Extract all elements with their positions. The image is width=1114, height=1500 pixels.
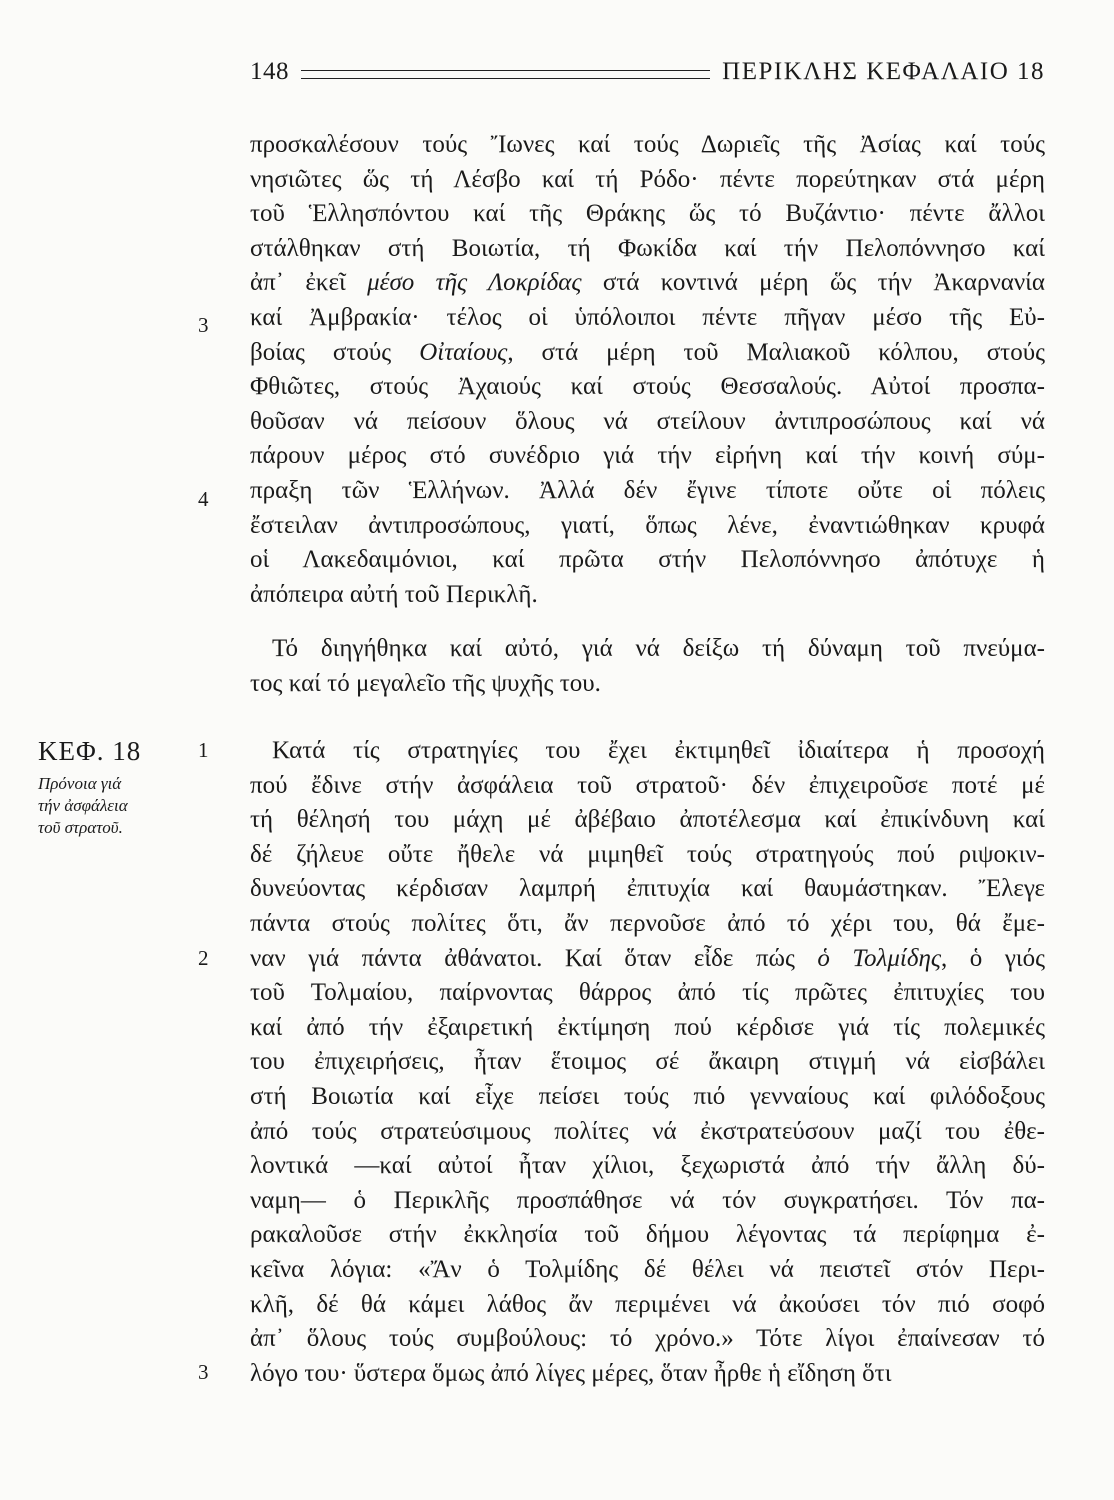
text-line: πού ἔδινε στήν ἀσφάλεια τοῦ στρατοῦ· δέν ἐπιχειροῦσε ποτέ μέ — [250, 771, 1045, 799]
page-number: 148 — [250, 58, 289, 85]
section-number: 4 — [198, 487, 209, 511]
section-number: 2 — [198, 946, 209, 970]
running-head: ΠΕΡΙΚΛΗΣ ΚΕΦΑΛΑΙΟ 18 — [722, 58, 1045, 85]
section-number: 3 — [198, 313, 209, 337]
chapter-label: ΚΕΦ. 18 — [38, 736, 142, 766]
text-line: πραξη τῶν Ἑλλήνων. Ἀλλά δέν ἔγινε τίποτε οὔτε οἱ πόλεις — [250, 476, 1045, 504]
chapter-note-line: τοῦ στρατοῦ. — [38, 818, 123, 837]
text-line: δυνεύοντας κέρδισαν λαμπρή ἐπιτυχία καί θαυμάστηκαν. Ἔλεγε — [250, 875, 1045, 903]
text-line: ρακαλοῦσε στήν ἐκκλησία τοῦ δήμου λέγοντας τά περίφημα ἐ- — [250, 1221, 1045, 1249]
text-line: ἀπ᾽ ὅλους τούς συμβούλους: τό χρόνο.» Τότε λίγοι ἐπαίνεσαν τό — [250, 1325, 1045, 1353]
text-line: ἀπό τούς στρατεύσιμους πολίτες νά ἐκστρατεύσουν μαζί του ἐθε- — [250, 1117, 1045, 1145]
text-line: θοῦσαν νά πείσουν ὅλους νά στείλουν ἀντιπροσώπους καί νά — [250, 407, 1045, 435]
italic-phrase: Οἰταίους — [419, 338, 508, 366]
text-line: τος καί τό μεγαλεῖο τῆς ψυχῆς του. — [250, 669, 601, 697]
text-line: βοίας στούς Οἰταίους, στά μέρη τοῦ Μαλιακοῦ κόλπου, στούς — [250, 338, 1045, 366]
chapter-note-line: τήν ἀσφάλεια — [38, 796, 128, 815]
section-number: 3 — [198, 1360, 209, 1384]
text-line: πάντα στούς πολίτες ὅτι, ἄν περνοῦσε ἀπό τό χέρι του, θά ἔμε- — [250, 909, 1045, 937]
text-line: Τό διηγήθηκα καί αὐτό, γιά νά δείξω τή δύναμη τοῦ πνεύμα- — [272, 635, 1045, 662]
text-line: κεῖνα λόγια: «Ἄν ὁ Τολμίδης δέ θέλει νά πειστεῖ στόν Περι- — [250, 1255, 1045, 1283]
text-line: ἀπ᾽ ἐκεῖ μέσο τῆς Λοκρίδας στά κοντινά μέρη ὥς τήν Ἀκαρνανία — [250, 269, 1045, 297]
text-line: νησιῶτες ὥς τή Λέσβο καί τή Ρόδο· πέντε πορεύτηκαν στά μέρη — [250, 165, 1045, 193]
text-line: τοῦ Ἑλλησπόντου καί τῆς Θράκης ὥς τό Βυζάντιο· πέντε ἄλλοι — [250, 200, 1045, 228]
text-line: Φθιῶτες, στούς Ἀχαιούς καί στούς Θεσσαλούς. Αὐτοί προσπα- — [250, 373, 1045, 401]
text-line: κλῆ, δέ θά κάμει λάθος ἄν περιμένει νά ἀκούσει τόν πιό σοφό — [250, 1290, 1045, 1318]
chapter-sidebar — [38, 736, 168, 839]
text-line: ναμη— ὁ Περικλῆς προσπάθησε νά τόν συγκρατήσει. Τόν πα- — [250, 1186, 1045, 1214]
text-line: καί ἀπό τήν ἐξαιρετική ἐκτίμηση πού κέρδισε γιά τίς πολεμικές — [250, 1013, 1045, 1041]
chapter-note-line: Πρόνοια γιά — [38, 774, 122, 793]
text-line: τή θέλησή του μάχη μέ ἀβέβαιο ἀποτέλεσμα καί ἐπικίνδυνη καί — [250, 806, 1045, 834]
text-line: στάλθηκαν στή Βοιωτία, τή Φωκίδα καί τήν Πελοπόννησο καί — [250, 234, 1045, 262]
text-line: λοντικά —καί αὐτοί ἦταν χίλιοι, ξεχωριστά ἀπό τήν ἄλλη δύ- — [250, 1152, 1045, 1180]
text-line: λόγο του· ὕστερα ὅμως ἀπό λίγες μέρες, ὅταν ἦρθε ἡ εἴδηση ὅτι — [250, 1359, 892, 1387]
italic-phrase: ὁ Τολμίδης — [817, 944, 942, 972]
paragraph-1 — [250, 128, 1045, 612]
text-line: καί Ἀμβρακία· τέλος οἱ ὑπόλοιποι πέντε πῆγαν μέσο τῆς Εὐ- — [250, 303, 1045, 331]
text-line: προσκαλέσουν τούς Ἴωνες καί τούς Δωριεῖς τῆς Ἀσίας καί τούς — [250, 131, 1045, 158]
text-line: ἔστειλαν ἀντιπροσώπους, γιατί, ὅπως λένε, ἐναντιώθηκαν κρυφά — [250, 511, 1045, 539]
text-line: του ἐπιχειρήσεις, ἦταν ἕτοιμος σέ ἄκαιρη στιγμή νά εἰσβάλει — [250, 1048, 1045, 1076]
paragraph-3 — [250, 734, 1045, 1391]
text-line: Κατά τίς στρατηγίες του ἔχει ἐκτιμηθεῖ ἰδιαίτερα ἡ προσοχή — [272, 737, 1045, 764]
chapter-note — [38, 773, 168, 839]
text-line: οἱ Λακεδαιμόνιοι, καί πρῶτα στήν Πελοπόννησο ἀπότυχε ἡ — [250, 546, 1045, 574]
text-line: τοῦ Τολμαίου, παίρνοντας θάρρος ἀπό τίς πρῶτες ἐπιτυχίες του — [250, 979, 1045, 1007]
text-line: ἀπόπειρα αὐτή τοῦ Περικλῆ. — [250, 580, 538, 608]
page-header — [250, 52, 1045, 92]
italic-phrase: μέσο τῆς Λοκρίδας — [367, 269, 582, 297]
header-double-rule — [301, 70, 710, 79]
paragraph-2 — [250, 632, 1045, 701]
text-line: ναν γιά πάντα ἀθάνατοι. Καί ὅταν εἶδε πώς ὁ Τολμίδης, ὁ γιός — [250, 944, 1045, 972]
text-line: στή Βοιωτία καί εἶχε πείσει τούς πιό γενναίους καί φιλόδοξους — [250, 1082, 1045, 1110]
text-line: δέ ζήλευε οὔτε ἤθελε νά μιμηθεῖ τούς στρατηγούς πού ριψοκιν- — [250, 840, 1045, 868]
section-number: 1 — [198, 738, 209, 762]
text-line: πάρουν μέρος στό συνέδριο γιά τήν εἰρήνη καί τήν κοινή σύμ- — [250, 442, 1045, 470]
